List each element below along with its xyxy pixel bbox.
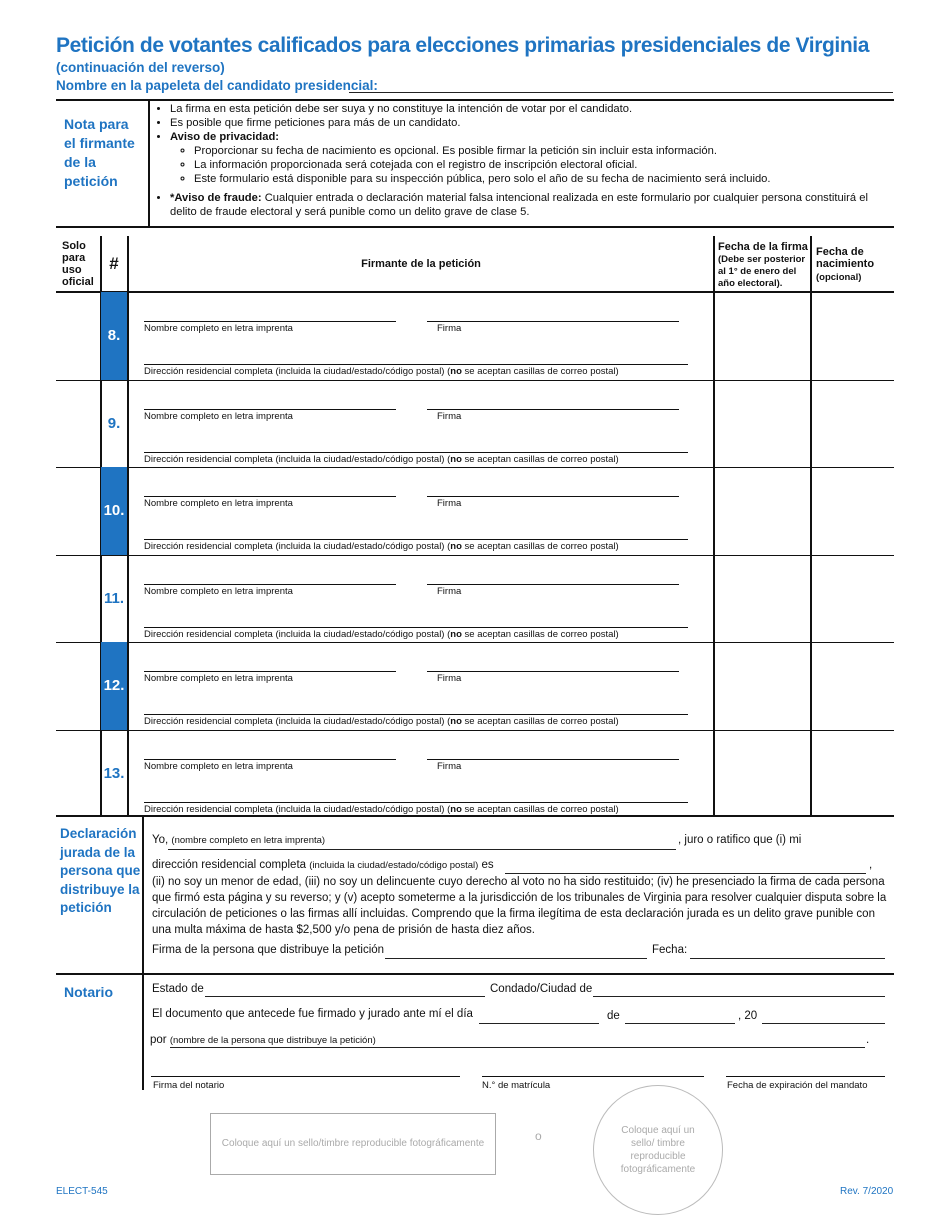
col-date-header [718, 241, 810, 290]
birth-date-cell[interactable] [811, 380, 894, 468]
address-label-b: no [450, 541, 462, 552]
notary-distributor-field[interactable] [170, 1035, 865, 1048]
signature-label: Firma [437, 323, 462, 334]
declaration-title: Declaración jurada de la persona que distribuye la petición [60, 826, 141, 915]
declaration-address [152, 859, 494, 871]
notary-state-field[interactable] [205, 984, 485, 997]
yo-label: Yo, [152, 834, 169, 846]
birth-date-cell[interactable] [811, 730, 894, 818]
notary-expiration-field[interactable] [726, 1076, 885, 1077]
notary-county-field[interactable] [593, 984, 885, 997]
notary-month-field[interactable] [625, 1011, 735, 1024]
col-date-title: Fecha de la firma [718, 241, 808, 253]
address-label [144, 629, 619, 640]
distributor-name-field[interactable] [168, 836, 676, 850]
address-label-b: no [450, 804, 462, 815]
page-subtitle: (continuación del reverso) [56, 60, 225, 75]
stamp-circle-text: Coloque aquí un sello/ timbre reproducible fotográficamente [620, 1125, 696, 1175]
address-field[interactable] [144, 627, 688, 628]
divider [56, 815, 894, 817]
address-field[interactable] [144, 539, 688, 540]
official-use-cell [56, 467, 100, 555]
birth-date-cell[interactable] [811, 555, 894, 643]
print-name-label: Nombre completo en letra imprenta [144, 586, 293, 597]
signature-date-cell[interactable] [714, 642, 810, 730]
official-use-cell [56, 380, 100, 468]
declaration-paragraph: (ii) no soy un menor de edad, (iii) no soy un delincuente cuyo derecho al voto no ha sido restituido; (iv) he presenciado la firma de cada persona que firmó esta página y su reverso; y (v) acepto someterme a la jurisdicción de los tribunales de Virginia para resolver cualquier disputa sobre la circulación de peticiones o las firmas allí incluidas. Comprendo que la firma ilegítima de esta declaración jurada es un delito grave punible con una multa máxima de hasta $2,500 y/o pena de prisión de hasta diez años. [152, 876, 887, 936]
distributor-signature-field[interactable] [385, 946, 647, 959]
signature-field[interactable] [427, 496, 679, 497]
row-number: 10. [101, 467, 127, 555]
signature-date-cell[interactable] [714, 467, 810, 555]
note-item: • Es posible que firme peticiones para más de un candidato. [170, 116, 891, 130]
notary-day-field[interactable] [479, 1011, 599, 1024]
swear-text: , juro o ratifico que (i) mi [678, 834, 802, 846]
col-date-note: (Debe ser posterior al 1° de enero del año electoral). [718, 254, 806, 289]
signature-date-cell[interactable] [714, 292, 810, 380]
address-field[interactable] [144, 714, 688, 715]
grid-line [127, 236, 129, 816]
declaration-date-label: Fecha: [652, 944, 688, 956]
privacy-item: ◦ Este formulario está disponible para su inspección pública, pero solo el año de su fecha de nacimiento será incluido. [194, 172, 891, 186]
address-label-c: se aceptan casillas de correo postal) [461, 716, 619, 727]
address-label-c: se aceptan casillas de correo postal) [461, 804, 619, 815]
divider [56, 226, 894, 228]
address-label-a: Dirección residencial completa (incluida la ciudad/estado/código postal) ( [144, 629, 451, 640]
distributor-address-field[interactable] [505, 860, 866, 874]
candidate-name-field[interactable] [349, 80, 893, 93]
print-name-field[interactable] [144, 321, 396, 322]
row-number: 9. [107, 415, 121, 432]
address-label-a: Dirección residencial completa (incluida la ciudad/estado/código postal) ( [144, 454, 451, 465]
address-label-b: no [450, 629, 462, 640]
notary-registration-field[interactable] [482, 1076, 704, 1077]
notary-year-field[interactable] [762, 1011, 885, 1024]
print-name-label: Nombre completo en letra imprenta [144, 673, 293, 684]
address-label-a: Dirección residencial completa (incluida la ciudad/estado/código postal) ( [144, 716, 451, 727]
signature-date-cell[interactable] [714, 555, 810, 643]
addr-label: dirección residencial completa [152, 859, 307, 871]
address-label-a: Dirección residencial completa (incluida la ciudad/estado/código postal) ( [144, 541, 451, 552]
row-number: 8. [101, 292, 127, 380]
privacy-title: Aviso de privacidad: [170, 131, 280, 143]
stamp-or: o [535, 1129, 542, 1143]
divider [142, 817, 144, 973]
note-title: Nota para el firmante de la petición [64, 116, 135, 189]
print-name-label: Nombre completo en letra imprenta [144, 411, 293, 422]
stamp-circle [593, 1085, 723, 1215]
row-number: 12. [101, 642, 127, 730]
print-name-label: Nombre completo en letra imprenta [144, 498, 293, 509]
signature-label: Firma [437, 498, 462, 509]
notary-de-label: de [607, 1010, 620, 1022]
divider [142, 975, 144, 1090]
addr-comma: , [869, 859, 873, 871]
signature-date-cell[interactable] [714, 380, 810, 468]
address-label [144, 366, 619, 377]
address-field[interactable] [144, 802, 688, 803]
addr-hint: (incluida la ciudad/estado/código postal) [309, 860, 479, 871]
official-use-cell [56, 292, 100, 380]
address-field[interactable] [144, 452, 688, 453]
address-label-c: se aceptan casillas de correo postal) [461, 541, 619, 552]
address-label-c: se aceptan casillas de correo postal) [461, 629, 619, 640]
address-label [144, 454, 619, 465]
address-label-c: se aceptan casillas de correo postal) [461, 366, 619, 377]
addr-es: es [481, 859, 494, 871]
address-label [144, 804, 619, 815]
print-name-label: Nombre completo en letra imprenta [144, 323, 293, 334]
note-item: • La firma en esta petición debe ser suya y no constituye la intención de votar por el candidato. [170, 102, 891, 116]
address-label-a: Dirección residencial completa (incluida la ciudad/estado/código postal) ( [144, 366, 451, 377]
birth-date-cell[interactable] [811, 467, 894, 555]
fraud-title: *Aviso de fraude: [170, 192, 262, 204]
signature-field[interactable] [427, 759, 679, 760]
address-label-c: se aceptan casillas de correo postal) [461, 454, 619, 465]
col-birth-title: Fecha de nacimiento [816, 246, 875, 270]
col-signer-header: Firmante de la petición [361, 258, 481, 270]
stamp-box: Coloque aquí un sello/timbre reproducible fotográficamente [210, 1113, 496, 1175]
notary-expiration-label: Fecha de expiración del mandato [727, 1080, 868, 1091]
notary-year-label: , 20 [738, 1010, 758, 1022]
declaration-date-field[interactable] [690, 946, 885, 959]
signature-field[interactable] [427, 321, 679, 322]
por-hint: (nombre de la persona que distribuye la petición) [169, 1035, 376, 1046]
address-label-b: no [450, 366, 462, 377]
signature-label: Firma [437, 411, 462, 422]
yo-hint: (nombre completo en letra imprenta) [171, 835, 326, 846]
privacy-item: ◦ La información proporcionada será cotejada con el registro de inscripción electoral oficial. [194, 158, 891, 172]
notary-sworn-label: El documento que antecede fue firmado y jurado ante mí el día [152, 1008, 473, 1020]
por-label: por [150, 1034, 167, 1046]
por-period: . [866, 1034, 870, 1046]
signature-field[interactable] [427, 409, 679, 410]
revision: Rev. 7/2020 [840, 1186, 894, 1197]
notary-title: Notario [64, 984, 113, 1000]
signature-label: Firma [437, 586, 462, 597]
row-number: 13. [103, 765, 125, 782]
official-use-cell [56, 642, 100, 730]
address-label-b: no [450, 716, 462, 727]
notary-signature-field[interactable] [151, 1076, 460, 1077]
candidate-label: Nombre en la papeleta del candidato presidencial: [56, 78, 378, 93]
signer-notes [156, 102, 891, 219]
signature-field[interactable] [427, 584, 679, 585]
official-use-cell [56, 555, 100, 643]
fraud-text: Cualquier entrada o declaración material falsa intencional realizada en este formulario por cualquier persona constituirá el delito de fraude electoral y será punible como un delito grave de clase 5. [170, 192, 868, 218]
notary-registration-label: N.° de matrícula [482, 1080, 551, 1091]
notary-signature-label: Firma del notario [153, 1080, 225, 1091]
address-label [144, 541, 619, 552]
official-use-cell [56, 730, 100, 818]
address-label [144, 716, 619, 727]
birth-date-cell[interactable] [811, 292, 894, 380]
print-name-label: Nombre completo en letra imprenta [144, 761, 293, 772]
signature-label: Firma [437, 673, 462, 684]
notary-county-label: Condado/Ciudad de [490, 983, 593, 995]
signature-label: Firma [437, 761, 462, 772]
distributor-signature-label: Firma de la persona que distribuye la petición [152, 944, 385, 956]
col-num-header: # [109, 254, 119, 273]
col-official-header: Solo para uso oficial [62, 240, 94, 288]
address-label-b: no [450, 454, 462, 465]
print-name-field[interactable] [144, 584, 396, 585]
divider [148, 100, 150, 227]
address-field[interactable] [144, 364, 688, 365]
print-name-field[interactable] [144, 671, 396, 672]
notary-state-label: Estado de [152, 983, 204, 995]
print-name-field[interactable] [144, 409, 396, 410]
page-title: Petición de votantes calificados para elecciones primarias presidenciales de Virginia [56, 34, 869, 57]
col-birth-header [816, 246, 892, 284]
signature-field[interactable] [427, 671, 679, 672]
privacy-item: ◦ Proporcionar su fecha de nacimiento es opcional. Es posible firmar la petición sin incluir esta información. [194, 144, 891, 158]
divider [56, 973, 894, 975]
form-number: ELECT-545 [56, 1186, 108, 1197]
col-birth-note: (opcional) [816, 272, 862, 283]
signature-date-cell[interactable] [714, 730, 810, 818]
row-number: 11. [103, 590, 125, 607]
divider [56, 99, 894, 101]
address-label-a: Dirección residencial completa (incluida la ciudad/estado/código postal) ( [144, 804, 451, 815]
birth-date-cell[interactable] [811, 642, 894, 730]
print-name-field[interactable] [144, 496, 396, 497]
print-name-field[interactable] [144, 759, 396, 760]
